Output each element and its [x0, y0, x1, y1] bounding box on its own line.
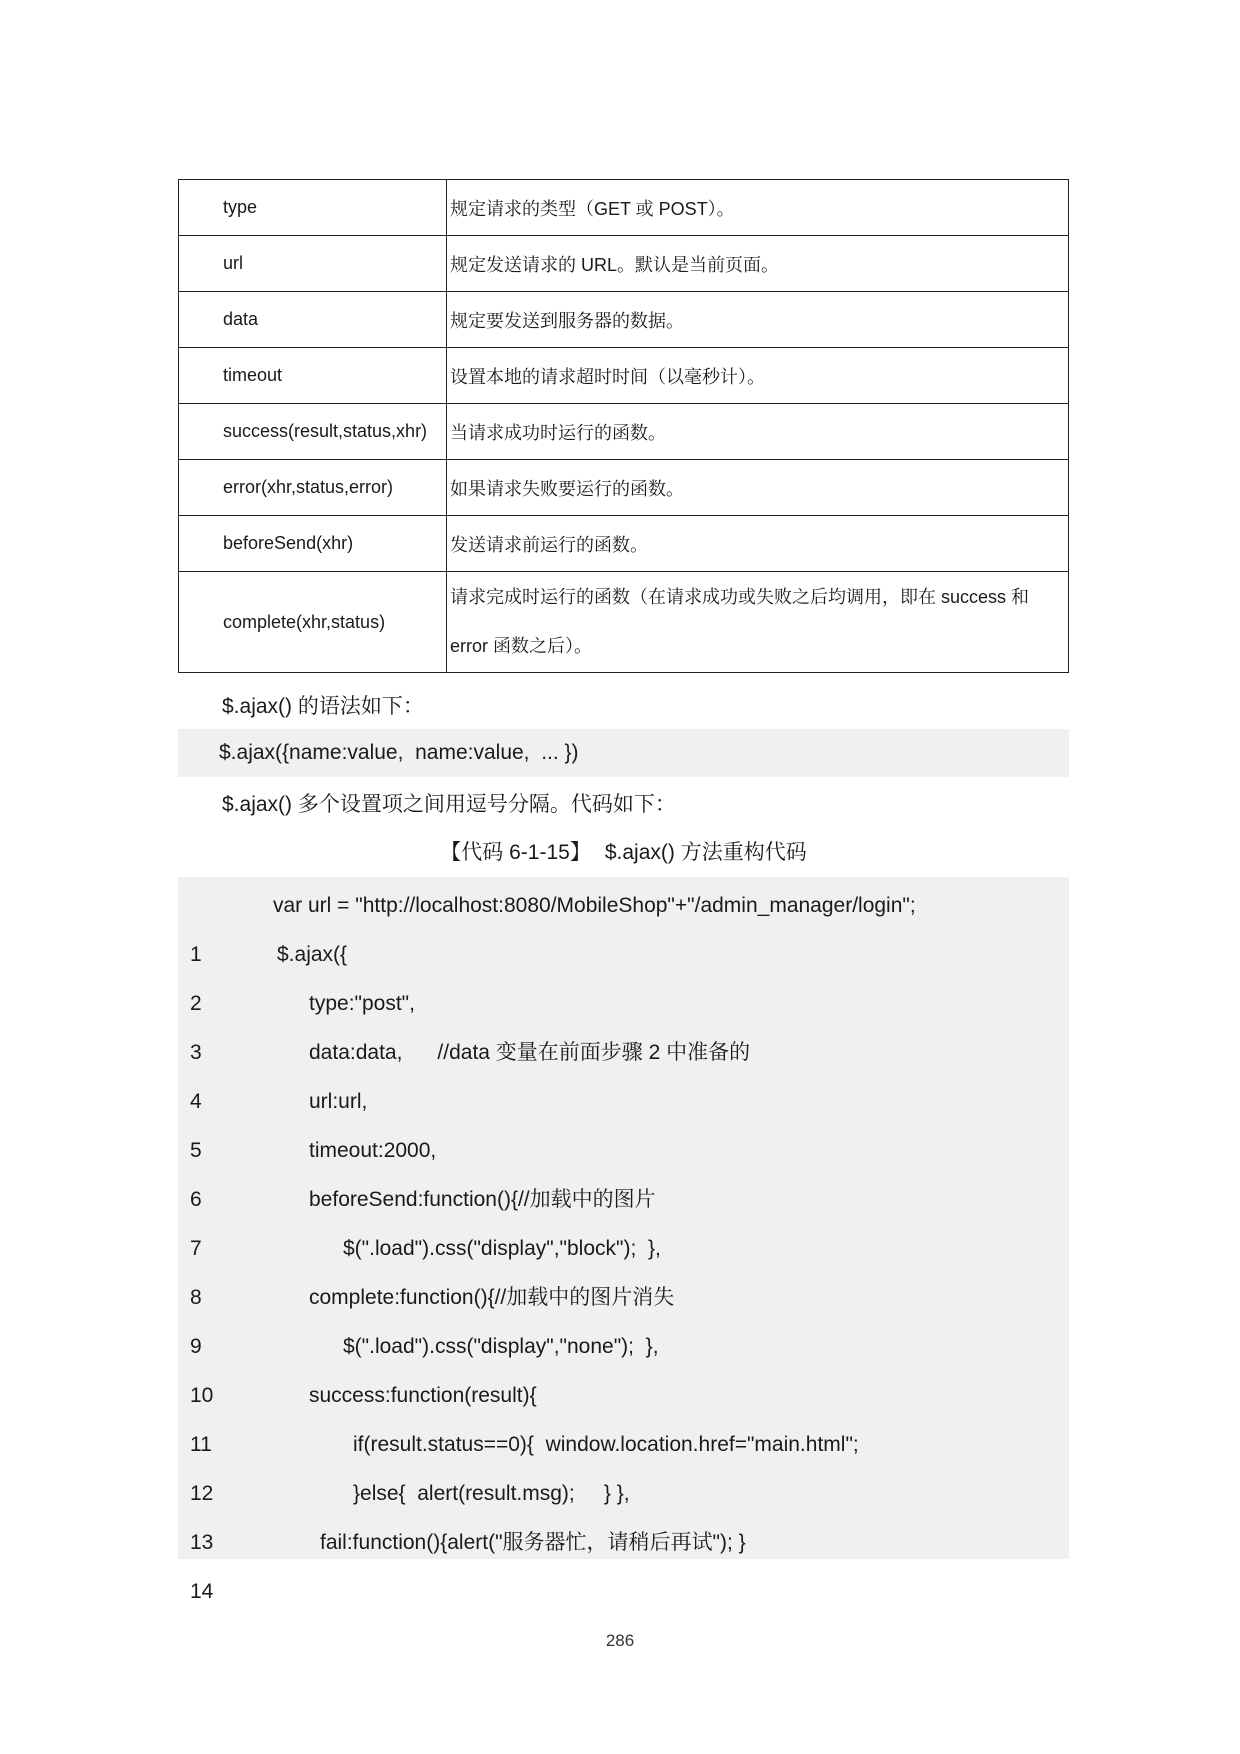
syntax-intro-text: $.ajax() 的语法如下：	[222, 695, 424, 718]
param-name: success(result,status,xhr)	[179, 404, 447, 460]
params-table	[178, 179, 1069, 673]
param-desc: 规定发送请求的 URL。默认是当前页面。	[447, 236, 1069, 292]
code-text: $(".load").css("display","block"); },	[343, 1237, 661, 1260]
table-row	[179, 404, 1069, 460]
code-text: $(".load").css("display","none"); },	[343, 1335, 659, 1358]
table-row	[179, 348, 1069, 404]
param-name: beforeSend(xhr)	[179, 516, 447, 572]
code-listing	[178, 877, 1069, 1603]
code-caption	[178, 836, 1069, 866]
table-row	[179, 460, 1069, 516]
code-text: complete:function(){//加载中的图片消失	[309, 1286, 675, 1309]
param-name: error(xhr,status,error)	[179, 460, 447, 516]
table-row	[179, 180, 1069, 236]
line-number: 2	[190, 992, 202, 1015]
code-text: success:function(result){	[309, 1384, 537, 1407]
code-text: $.ajax({	[277, 943, 348, 966]
param-desc: 请求完成时运行的函数（在请求成功或失败之后均调用，即在 success 和 error 函数之后）。	[447, 572, 1069, 673]
code-text: var url = "http://localhost:8080/MobileShop"+"/admin_manager/login";	[273, 894, 916, 917]
line-number: 5	[190, 1139, 202, 1162]
line-number: 9	[190, 1335, 202, 1358]
param-name: timeout	[179, 348, 447, 404]
table-row	[179, 236, 1069, 292]
line-number: 1	[190, 943, 202, 966]
code-line	[178, 1518, 1069, 1603]
syntax-code-block: $.ajax({name:value, name:value, ... })	[178, 729, 1069, 777]
code-text: }else{ alert(result.msg); } },	[353, 1482, 630, 1505]
separator-intro-text: $.ajax() 多个设置项之间用逗号分隔。代码如下：	[222, 793, 676, 816]
line-number: 10	[190, 1384, 214, 1407]
param-name: data	[179, 292, 447, 348]
param-desc: 如果请求失败要运行的函数。	[447, 460, 1069, 516]
param-desc: 当请求成功时运行的函数。	[447, 404, 1069, 460]
param-desc: 规定要发送到服务器的数据。	[447, 292, 1069, 348]
caption-label: 【代码 6-1-15】	[440, 841, 591, 864]
table-row	[179, 516, 1069, 572]
line-number: 4	[190, 1090, 202, 1113]
page-number: 286	[605, 1631, 635, 1650]
line-number: 3	[190, 1041, 202, 1064]
line-number: 7	[190, 1237, 202, 1260]
param-desc: 规定请求的类型（GET 或 POST）。	[447, 180, 1069, 236]
table-row	[179, 292, 1069, 348]
param-desc: 发送请求前运行的函数。	[447, 516, 1069, 572]
line-number: 12	[190, 1482, 214, 1505]
line-number: 11	[190, 1433, 212, 1456]
code-text: fail:function(){alert("服务器忙，请稍后再试"); }	[320, 1531, 746, 1554]
line-number: 8	[190, 1286, 202, 1309]
caption-title: $.ajax() 方法重构代码	[604, 841, 807, 864]
param-name: url	[179, 236, 447, 292]
table-row	[179, 572, 1069, 673]
code-text: data:data, //data 变量在前面步骤 2 中准备的	[309, 1041, 751, 1064]
code-text: url:url,	[309, 1090, 368, 1113]
line-number: 14	[190, 1580, 214, 1603]
param-desc: 设置本地的请求超时时间（以毫秒计）。	[447, 348, 1069, 404]
code-text: beforeSend:function(){//加载中的图片	[309, 1188, 656, 1211]
line-number: 6	[190, 1188, 202, 1211]
code-text: type:"post",	[309, 992, 415, 1015]
param-name: complete(xhr,status)	[179, 572, 447, 673]
line-number: 13	[190, 1531, 214, 1554]
code-text: timeout:2000,	[309, 1139, 437, 1162]
code-text: if(result.status==0){ window.location.href="main.html";	[353, 1433, 859, 1456]
param-name: type	[179, 180, 447, 236]
